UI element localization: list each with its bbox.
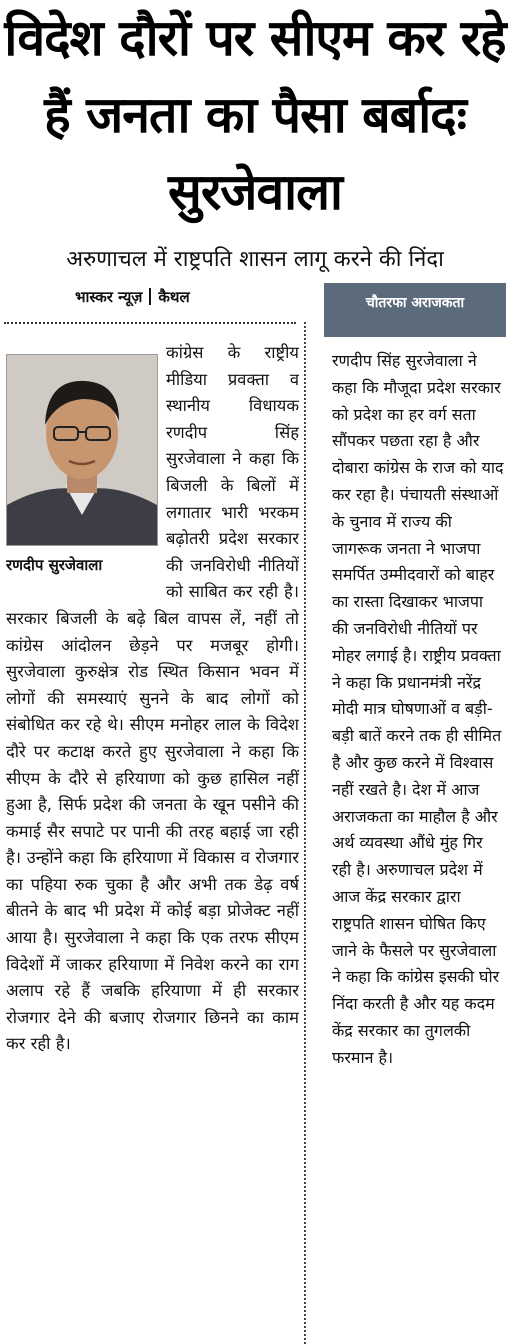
byline-rule: [4, 322, 296, 324]
sidebar-title: चौतरफा अराजकता: [324, 283, 506, 337]
sidebar-body: रणदीप सिंह सुरजेवाला ने कहा कि मौजूदा प्रदेश सरकार को प्रदेश का हर वर्ग सता सौंपकर पछता रहा है और दोबारा कांग्रेस के राज को याद कर रहा है। पंचायती संस्थाओं के चुनाव में राज्य की जागरूक जनता ने भाजपा समर्पित उम्मीदवारों को बाहर का रास्ता दिखाकर भाजपा की जनविरोधी नीतियों पर मोहर लगाई है। राष्ट्रीय प्रवक्ता ने कहा कि प्रधानमंत्री नरेंद्र मोदी मात्र घोषणाओं व बड़ी-बड़ी बातें करने तक ही सीमित है और कुछ करने में विश्वास नहीं रखते है। देश में आज अराजकता का माहौल है और अर्थ व्यवस्था औंधे मुंह गिर रही है। अरुणाचल प्रदेश में आज केंद्र सरकार द्वारा राष्ट्रपति शासन घोषित किए जाने के फैसले पर सुरजेवाला ने कहा कि कांग्रेस इसकी घोर निंदा करती है और यह कदम केंद्र सरकार का तुगलकी फरमान है।: [332, 351, 504, 1067]
portrait-photo: [6, 354, 158, 546]
main-story: [6, 340, 299, 1340]
subheadline: अरुणाचल में राष्ट्रपति शासन लागू करने की निंदा: [66, 247, 444, 272]
photo-block: [6, 354, 158, 584]
portrait-illustration: [7, 355, 157, 545]
byline: [75, 287, 190, 307]
byline-agency: भास्कर न्यूज़: [75, 288, 143, 306]
headline: विदेश दौरों पर सीएम कर रहे हैं जनता का पैसा बर्बादः सुरजेवाला: [4, 9, 506, 221]
main-story-body: कांग्रेस के राष्ट्रीय मीडिया प्रवक्ता व स्थानीय विधायक रणदीप सिंह सुरजेवाला ने कहा कि बिजली के बिलों में लगातार भारी भरकम बढ़ोतरी प्रदेश सरकार की जनविरोधी नीतियों को साबित कर रही है। सरकार बिजली के बढ़े बिल वापस लें, नहीं तो कांग्रेस आंदोलन छेड़ने पर मजबूर होगी। सुरजेवाला कुरुक्षेत्र रोड स्थित किसान भवन में लोगों की समस्याएं सुनने के बाद लोगों को संबोधित कर रहे थे। सीएम मनोहर लाल के विदेश दौरे पर कटाक्ष करते हुए सुरजेवाला ने कहा कि सीएम के दौरे से हरियाणा को कुछ हासिल नहीं हुआ है, सिर्फ प्रदेश की जनता के खून पसीने की कमाई सैर सपाटे पर पानी की तरह बहाई जा रही है। उन्होंने कहा कि हरियाणा में विकास व रोजगार का पहिया रुक चुका है और अभी तक डेढ़ वर्ष बीतने के बाद भी प्रदेश में कोई बड़ा प्रोजेक्ट नहीं आया है। सुरजेवाला ने कहा कि एक तरफ सीएम विदेशों में जाकर हरियाणा में निवेश करने का राग अलाप रहे हैं जबकि हरियाणा में ही सरकार रोजगार देने की बजाए रोजगार छिनने का काम कर रही है।: [6, 343, 299, 1054]
column-divider: [304, 322, 306, 1344]
sidebar-story: [332, 348, 504, 1338]
byline-separator: [149, 288, 151, 305]
byline-location: कैथल: [158, 288, 190, 306]
photo-caption: रणदीप सुरजेवाला: [6, 556, 103, 574]
